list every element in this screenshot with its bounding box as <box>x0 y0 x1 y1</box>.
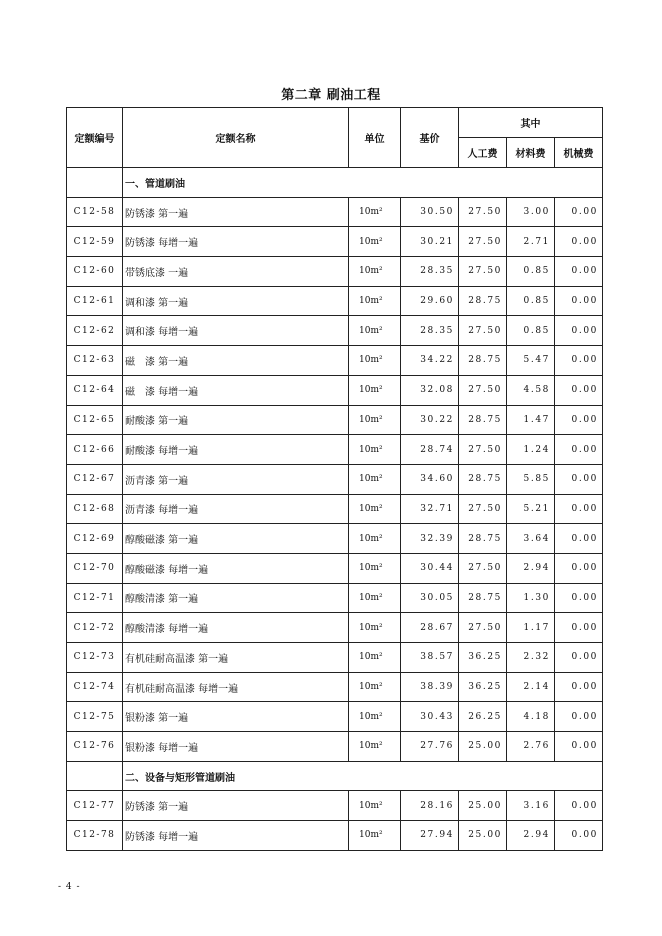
base-price: 38.39 <box>401 672 459 702</box>
section-title: 一、管道刷油 <box>123 168 603 198</box>
quota-unit: 10m² <box>349 553 401 583</box>
quota-code: C12-64 <box>67 375 123 405</box>
quota-name: 醇酸磁漆 第一遍 <box>123 524 349 554</box>
table-row <box>67 464 603 494</box>
table-row <box>67 643 603 673</box>
quota-code: C12-69 <box>67 524 123 554</box>
table-row <box>67 197 603 227</box>
quota-code: C12-68 <box>67 494 123 524</box>
machine-cost: 0.00 <box>555 524 603 554</box>
table-row <box>67 732 603 762</box>
quota-unit: 10m² <box>349 613 401 643</box>
quota-unit: 10m² <box>349 435 401 465</box>
header-unit: 单位 <box>349 108 401 168</box>
base-price: 28.74 <box>401 435 459 465</box>
page-number: - 4 - <box>58 882 81 892</box>
labor-cost: 26.25 <box>459 702 507 732</box>
labor-cost: 25.00 <box>459 791 507 821</box>
table-row <box>67 821 603 851</box>
labor-cost: 27.50 <box>459 227 507 257</box>
machine-cost: 0.00 <box>555 821 603 851</box>
material-cost: 3.00 <box>507 197 555 227</box>
section-code-cell <box>67 761 123 791</box>
base-price: 32.39 <box>401 524 459 554</box>
quota-name: 磁 漆 每增一遍 <box>123 375 349 405</box>
labor-cost: 36.25 <box>459 643 507 673</box>
base-price: 27.76 <box>401 732 459 762</box>
section-title: 二、设备与矩形管道刷油 <box>123 761 603 791</box>
quota-name: 银粉漆 第一遍 <box>123 702 349 732</box>
header-name: 定额名称 <box>123 108 349 168</box>
material-cost: 5.85 <box>507 464 555 494</box>
quota-code: C12-75 <box>67 702 123 732</box>
base-price: 32.08 <box>401 375 459 405</box>
machine-cost: 0.00 <box>555 257 603 287</box>
quota-code: C12-78 <box>67 821 123 851</box>
table-row <box>67 672 603 702</box>
material-cost: 2.94 <box>507 553 555 583</box>
table-row <box>67 286 603 316</box>
quota-unit: 10m² <box>349 197 401 227</box>
material-cost: 1.24 <box>507 435 555 465</box>
table-row <box>67 227 603 257</box>
base-price: 28.35 <box>401 316 459 346</box>
quota-code: C12-63 <box>67 346 123 376</box>
labor-cost: 28.75 <box>459 286 507 316</box>
labor-cost: 28.75 <box>459 346 507 376</box>
quota-name: 调和漆 每增一遍 <box>123 316 349 346</box>
base-price: 30.43 <box>401 702 459 732</box>
machine-cost: 0.00 <box>555 286 603 316</box>
quota-code: C12-58 <box>67 197 123 227</box>
quota-name: 有机硅耐高温漆 第一遍 <box>123 643 349 673</box>
quota-unit: 10m² <box>349 227 401 257</box>
machine-cost: 0.00 <box>555 346 603 376</box>
quota-code: C12-62 <box>67 316 123 346</box>
material-cost: 2.14 <box>507 672 555 702</box>
base-price: 34.22 <box>401 346 459 376</box>
quota-name: 沥青漆 第一遍 <box>123 464 349 494</box>
header-base-price: 基价 <box>401 108 459 168</box>
base-price: 30.21 <box>401 227 459 257</box>
machine-cost: 0.00 <box>555 197 603 227</box>
header-code: 定额编号 <box>67 108 123 168</box>
quota-unit: 10m² <box>349 524 401 554</box>
quota-code: C12-70 <box>67 553 123 583</box>
machine-cost: 0.00 <box>555 375 603 405</box>
material-cost: 2.32 <box>507 643 555 673</box>
labor-cost: 28.75 <box>459 524 507 554</box>
machine-cost: 0.00 <box>555 227 603 257</box>
base-price: 32.71 <box>401 494 459 524</box>
labor-cost: 25.00 <box>459 821 507 851</box>
quota-unit: 10m² <box>349 316 401 346</box>
quota-name: 有机硅耐高温漆 每增一遍 <box>123 672 349 702</box>
quota-name: 磁 漆 第一遍 <box>123 346 349 376</box>
base-price: 30.05 <box>401 583 459 613</box>
table-row <box>67 583 603 613</box>
quota-unit: 10m² <box>349 791 401 821</box>
section-row <box>67 168 603 198</box>
labor-cost: 27.50 <box>459 375 507 405</box>
material-cost: 0.85 <box>507 257 555 287</box>
quota-name: 防锈漆 第一遍 <box>123 197 349 227</box>
quota-code: C12-71 <box>67 583 123 613</box>
material-cost: 4.58 <box>507 375 555 405</box>
quota-name: 银粉漆 每增一遍 <box>123 732 349 762</box>
page-title: 第二章 刷油工程 <box>281 88 381 103</box>
material-cost: 1.47 <box>507 405 555 435</box>
table-row <box>67 524 603 554</box>
base-price: 28.67 <box>401 613 459 643</box>
section-row <box>67 761 603 791</box>
quota-name: 耐酸漆 第一遍 <box>123 405 349 435</box>
quota-code: C12-60 <box>67 257 123 287</box>
quota-code: C12-72 <box>67 613 123 643</box>
machine-cost: 0.00 <box>555 583 603 613</box>
section-code-cell <box>67 168 123 198</box>
quota-code: C12-61 <box>67 286 123 316</box>
base-price: 30.44 <box>401 553 459 583</box>
header-among: 其中 <box>459 108 603 138</box>
machine-cost: 0.00 <box>555 494 603 524</box>
material-cost: 2.94 <box>507 821 555 851</box>
quota-code: C12-65 <box>67 405 123 435</box>
table-row <box>67 553 603 583</box>
material-cost: 5.21 <box>507 494 555 524</box>
quota-unit: 10m² <box>349 672 401 702</box>
labor-cost: 27.50 <box>459 553 507 583</box>
quota-unit: 10m² <box>349 405 401 435</box>
header-machine: 机械费 <box>555 138 603 168</box>
quota-code: C12-77 <box>67 791 123 821</box>
table-row <box>67 316 603 346</box>
machine-cost: 0.00 <box>555 613 603 643</box>
quota-name: 耐酸漆 每增一遍 <box>123 435 349 465</box>
quota-unit: 10m² <box>349 643 401 673</box>
machine-cost: 0.00 <box>555 791 603 821</box>
table-row <box>67 375 603 405</box>
table-row <box>67 346 603 376</box>
material-cost: 3.16 <box>507 791 555 821</box>
machine-cost: 0.00 <box>555 553 603 583</box>
base-price: 30.50 <box>401 197 459 227</box>
quota-unit: 10m² <box>349 583 401 613</box>
table-row <box>67 405 603 435</box>
machine-cost: 0.00 <box>555 672 603 702</box>
labor-cost: 27.50 <box>459 257 507 287</box>
base-price: 27.94 <box>401 821 459 851</box>
quota-table <box>66 107 603 851</box>
table-row <box>67 435 603 465</box>
labor-cost: 28.75 <box>459 583 507 613</box>
quota-unit: 10m² <box>349 494 401 524</box>
table-body <box>67 168 603 851</box>
material-cost: 3.64 <box>507 524 555 554</box>
quota-name: 醇酸清漆 每增一遍 <box>123 613 349 643</box>
quota-name: 带锈底漆 一遍 <box>123 257 349 287</box>
labor-cost: 27.50 <box>459 435 507 465</box>
labor-cost: 27.50 <box>459 613 507 643</box>
material-cost: 1.17 <box>507 613 555 643</box>
machine-cost: 0.00 <box>555 732 603 762</box>
machine-cost: 0.00 <box>555 702 603 732</box>
table-row <box>67 791 603 821</box>
table-row <box>67 613 603 643</box>
machine-cost: 0.00 <box>555 643 603 673</box>
quota-unit: 10m² <box>349 702 401 732</box>
labor-cost: 27.50 <box>459 494 507 524</box>
quota-unit: 10m² <box>349 375 401 405</box>
quota-name: 醇酸清漆 第一遍 <box>123 583 349 613</box>
material-cost: 2.71 <box>507 227 555 257</box>
quota-name: 醇酸磁漆 每增一遍 <box>123 553 349 583</box>
machine-cost: 0.00 <box>555 435 603 465</box>
table-row <box>67 257 603 287</box>
quota-unit: 10m² <box>349 821 401 851</box>
quota-unit: 10m² <box>349 732 401 762</box>
material-cost: 2.76 <box>507 732 555 762</box>
quota-code: C12-66 <box>67 435 123 465</box>
quota-name: 防锈漆 第一遍 <box>123 791 349 821</box>
labor-cost: 28.75 <box>459 405 507 435</box>
quota-code: C12-67 <box>67 464 123 494</box>
quota-name: 沥青漆 每增一遍 <box>123 494 349 524</box>
labor-cost: 27.50 <box>459 197 507 227</box>
labor-cost: 36.25 <box>459 672 507 702</box>
quota-unit: 10m² <box>349 464 401 494</box>
quota-unit: 10m² <box>349 346 401 376</box>
base-price: 34.60 <box>401 464 459 494</box>
labor-cost: 27.50 <box>459 316 507 346</box>
labor-cost: 28.75 <box>459 464 507 494</box>
quota-name: 防锈漆 每增一遍 <box>123 227 349 257</box>
material-cost: 0.85 <box>507 286 555 316</box>
quota-code: C12-74 <box>67 672 123 702</box>
base-price: 29.60 <box>401 286 459 316</box>
quota-name: 调和漆 第一遍 <box>123 286 349 316</box>
quota-code: C12-76 <box>67 732 123 762</box>
quota-code: C12-59 <box>67 227 123 257</box>
labor-cost: 25.00 <box>459 732 507 762</box>
material-cost: 5.47 <box>507 346 555 376</box>
base-price: 30.22 <box>401 405 459 435</box>
material-cost: 4.18 <box>507 702 555 732</box>
machine-cost: 0.00 <box>555 405 603 435</box>
material-cost: 1.30 <box>507 583 555 613</box>
quota-unit: 10m² <box>349 257 401 287</box>
table-row <box>67 494 603 524</box>
base-price: 38.57 <box>401 643 459 673</box>
table-row <box>67 702 603 732</box>
header-material: 材料费 <box>507 138 555 168</box>
machine-cost: 0.00 <box>555 316 603 346</box>
base-price: 28.35 <box>401 257 459 287</box>
machine-cost: 0.00 <box>555 464 603 494</box>
quota-name: 防锈漆 每增一遍 <box>123 821 349 851</box>
quota-code: C12-73 <box>67 643 123 673</box>
quota-unit: 10m² <box>349 286 401 316</box>
base-price: 28.16 <box>401 791 459 821</box>
material-cost: 0.85 <box>507 316 555 346</box>
header-labor: 人工费 <box>459 138 507 168</box>
